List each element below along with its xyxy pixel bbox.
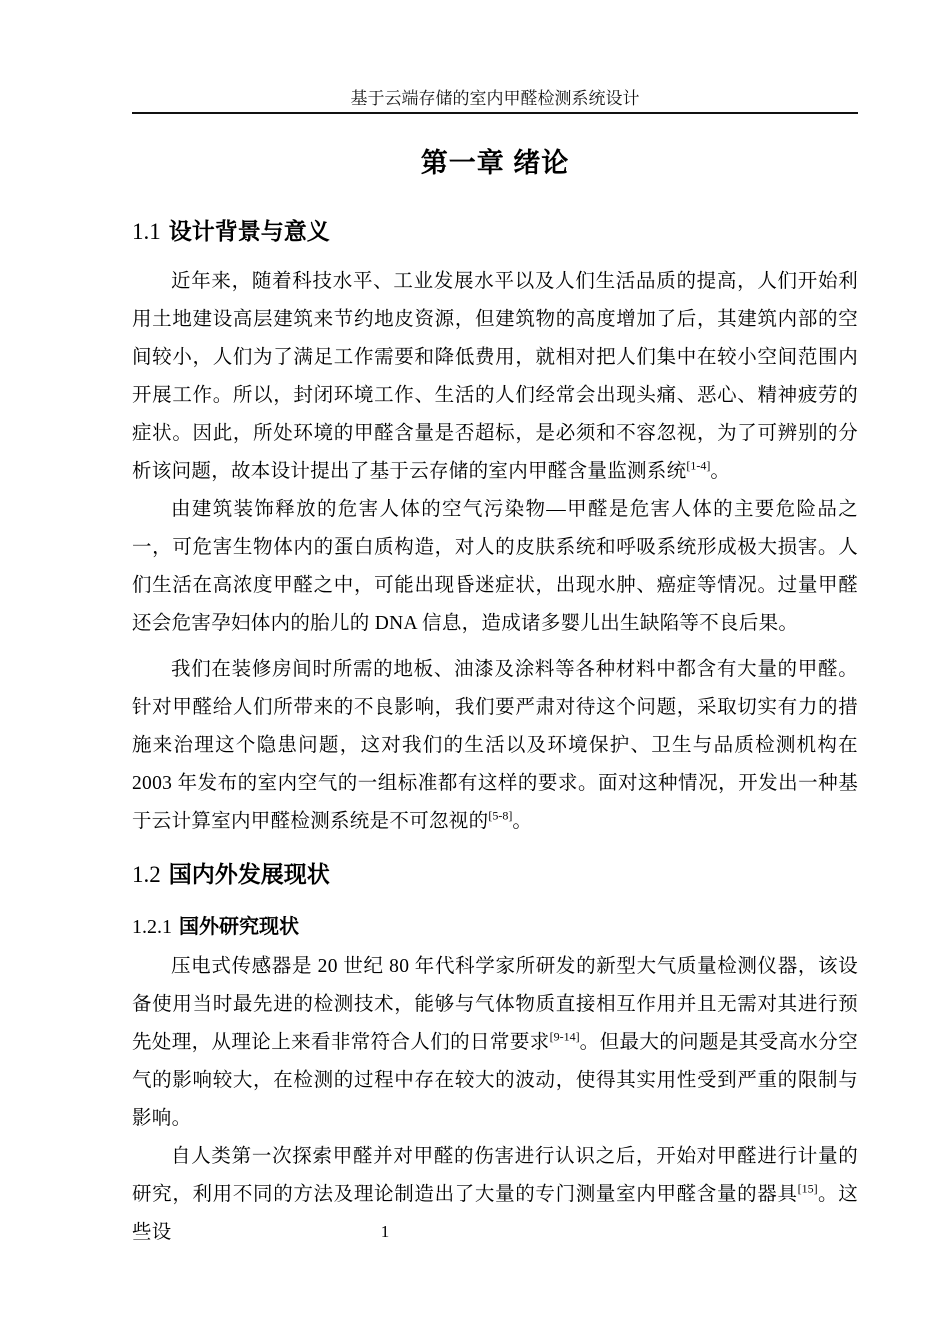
paragraph-text: 。但最大的问题是其受高水分空气的影响较大，在检测的过程中存在较大的波动，使得其实用性受到严重的限制与影响。	[132, 1032, 858, 1129]
subsection-title-text: 国外研究现状	[179, 916, 299, 938]
subsection-number: 1.2.1	[132, 916, 172, 938]
section-number: 1.2	[132, 862, 161, 887]
text-column	[132, 0, 858, 1252]
section-number: 1.1	[132, 219, 161, 244]
paragraph-3	[132, 651, 858, 841]
subsection-heading-1-2-1	[132, 916, 858, 939]
section-title-text: 设计背景与意义	[168, 218, 330, 244]
paragraph-4	[132, 948, 858, 1138]
paragraph-text: 近年来，随着科技水平、工业发展水平以及人们生活品质的提高，人们开始利用土地建设高层建筑来节约地皮资源，但建筑物的高度增加了后，其建筑内部的空间较小，人们为了满足工作需要和降低费用，就相对把人们集中在较小空间范围内开展工作。所以，封闭环境工作、生活的人们经常会出现头痛、恶心、精神疲劳的症状。因此，所处环境的甲醛含量是否超标，是必须和不容忽视，为了可辨别的分析该问题，故本设计提出了基于云存储的室内甲醛含量监测系统	[132, 271, 858, 482]
paragraph-text: 。	[710, 461, 731, 482]
paragraph-text: 自人类第一次探索甲醛并对甲醛的伤害进行认识之后，开始对甲醛进行计量的研究，利用不同的方法及理论制造出了大量的专门测量室内甲醛含量的器具	[132, 1146, 858, 1205]
section-heading-1-2	[132, 861, 858, 888]
paragraph-text: 。这些设	[132, 1184, 858, 1243]
running-head-title: 基于云端存储的室内甲醛检测系统设计	[350, 89, 640, 108]
paragraph-text: 压电式传感器是 20 世纪 80 年代科学家所研发的新型大气质量检测仪器，该设备使用当时最先进的检测技术，能够与气体物质直接相互作用并且无需对其进行预先处理，从理论上来看非常符合人们的日常要求	[132, 956, 858, 1053]
paragraph-text: 我们在装修房间时所需的地板、油漆及涂料等各种材料中都含有大量的甲醛。针对甲醛给人们所带来的不良影响，我们要严肃对待这个问题，采取切实有力的措施来治理这个隐患问题，这对我们的生活以及环境保护、卫生与品质检测机构在 2003 年发布的室内空气的一组标准都有这样的要求。面对这种情况，开发出一种基于云计算室内甲醛检测系统是不可忽视的	[132, 659, 858, 832]
section-title-text: 国内外发展现状	[168, 861, 330, 887]
paragraph-text: 由建筑装饰释放的危害人体的空气污染物—甲醛是危害人体的主要危险品之一，可危害生物体内的蛋白质构造，对人的皮肤系统和呼吸系统形成极大损害。人们生活在高浓度甲醛之中，可能出现昏迷症状，出现水肿、癌症等情况。过量甲醛还会危害孕妇体内的胎儿的 DNA 信息，造成诸多婴儿出生缺陷等不良后果。	[132, 499, 858, 634]
page-number: 1	[380, 1222, 390, 1241]
citation-ref-1-4: [1-4]	[686, 458, 711, 473]
citation-ref-5-8: [5-8]	[488, 808, 513, 823]
paragraph-text: 。	[512, 811, 533, 832]
chapter-title: 第一章 绪论	[420, 148, 570, 178]
section-heading-1-1	[132, 218, 858, 245]
citation-ref-9-14: [9-14]	[549, 1029, 580, 1044]
paragraph-1	[132, 263, 858, 491]
page-header	[132, 88, 858, 114]
citation-ref-15: [15]	[797, 1181, 818, 1196]
paragraph-5	[132, 1138, 858, 1252]
paragraph-2	[132, 491, 858, 643]
